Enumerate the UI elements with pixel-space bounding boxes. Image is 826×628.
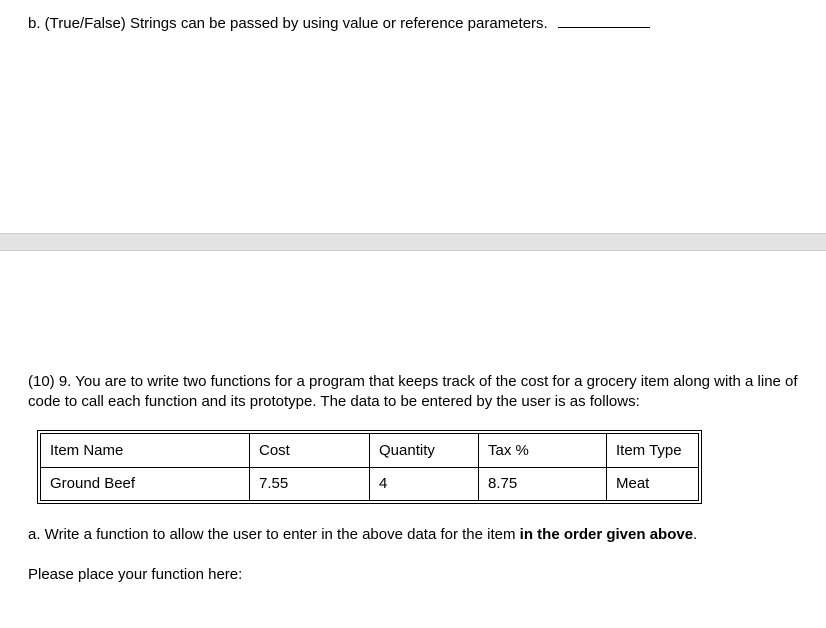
cell-item-type: Meat <box>607 467 699 501</box>
part-a <box>28 526 697 544</box>
cell-cost: 7.55 <box>250 467 370 501</box>
header-cost: Cost <box>250 434 370 468</box>
table-row <box>41 467 699 501</box>
question-9-text: (10) 9. You are to write two functions for a program that keeps track of the cost for a grocery item along with a line of code to call each function and its prototype. The data to be entered by the user is as follows: <box>28 373 798 410</box>
part-a-suffix: . <box>693 526 698 543</box>
question-b <box>28 14 650 33</box>
grocery-data-table <box>37 430 702 504</box>
function-instruction: Please place your function here: <box>28 566 243 583</box>
header-item-type: Item Type <box>607 434 699 468</box>
header-item-name: Item Name <box>41 434 250 468</box>
cell-item-name: Ground Beef <box>41 467 250 501</box>
cell-tax: 8.75 <box>479 467 607 501</box>
table-header-row <box>41 434 699 468</box>
cell-quantity: 4 <box>370 467 479 501</box>
grocery-table <box>40 433 699 501</box>
question-b-text: b. (True/False) Strings can be passed by using value or reference parameters. <box>28 15 548 32</box>
part-a-emphasis: in the order given above <box>519 526 694 543</box>
header-tax: Tax % <box>479 434 607 468</box>
section-divider <box>0 233 826 251</box>
header-quantity: Quantity <box>370 434 479 468</box>
answer-blank[interactable] <box>558 14 650 28</box>
part-a-prefix: a. Write a function to allow the user to enter in the above data for the item <box>28 526 520 543</box>
